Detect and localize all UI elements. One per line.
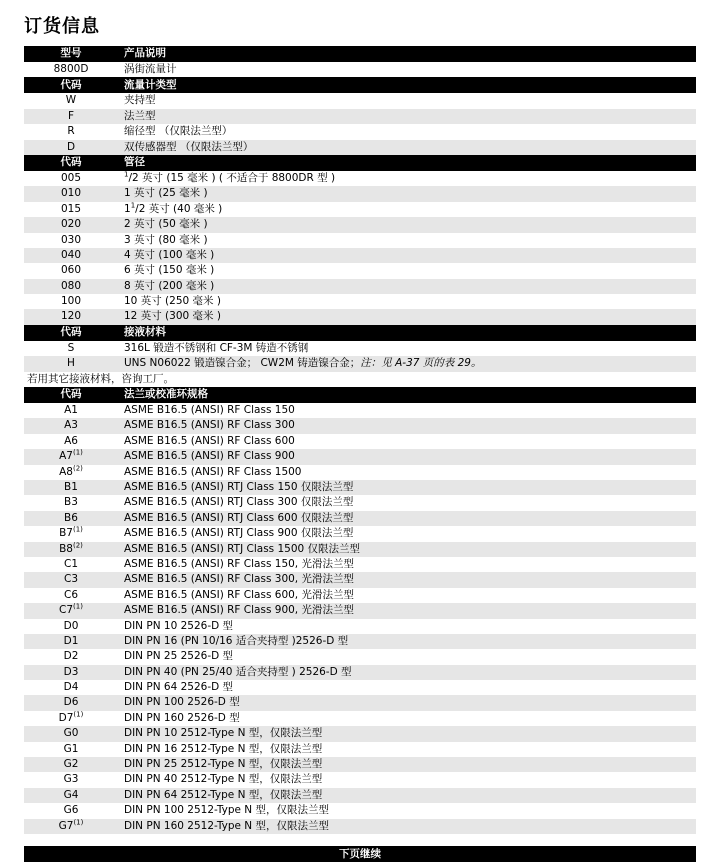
table-row — [24, 480, 696, 495]
row-desc: ASME B16.5 (ANSI) RF Class 900, 光滑法兰型 — [124, 604, 354, 617]
row-code-text: B6 — [64, 511, 78, 524]
row-code: 015 — [60, 202, 82, 215]
row-code-text: B3 — [64, 496, 78, 509]
row-code: 020 — [60, 218, 82, 231]
row-desc: ASME B16.5 (ANSI) RTJ Class 300 仅限法兰型 — [124, 496, 354, 509]
table-row — [24, 772, 696, 787]
row-desc-text: /2 英寸 (15 毫米 ) ( 不适合于 8800DR 型 ) — [128, 171, 336, 184]
row-desc: ASME B16.5 (ANSI) RF Class 150, 光滑法兰型 — [124, 557, 354, 570]
row-code — [24, 418, 118, 433]
row-desc: ASME B16.5 (ANSI) RTJ Class 1500 仅限法兰型 — [124, 542, 361, 555]
header-desc: 管径 — [124, 156, 145, 169]
row-code — [24, 434, 118, 449]
table-row — [24, 93, 696, 108]
row-code — [24, 649, 118, 664]
row-desc: ASME B16.5 (ANSI) RTJ Class 150 仅限法兰型 — [124, 480, 354, 493]
row-code — [24, 757, 118, 772]
row-code-text: G3 — [63, 773, 79, 786]
row-desc: 涡街流量计 — [124, 63, 177, 75]
row-code: S — [67, 341, 75, 354]
row-code — [24, 619, 118, 634]
fraction-numerator: 1 — [130, 201, 136, 210]
row-desc: DIN PN 64 2512-Type N 型，仅限法兰型 — [124, 788, 323, 801]
row-code-text: D4 — [63, 681, 79, 694]
row-code — [24, 465, 118, 480]
footnote-ref: (2) — [72, 464, 83, 473]
continued-banner: 下页继续 — [24, 846, 696, 862]
row-desc — [118, 356, 696, 371]
row-code-text: A7 — [59, 450, 73, 463]
row-desc: DIN PN 25 2512-Type N 型，仅限法兰型 — [124, 758, 323, 771]
row-code: W — [65, 94, 77, 107]
row-desc: 316L 锻造不锈钢和 CF-3M 铸造不锈钢 — [124, 341, 309, 354]
table-row — [24, 665, 696, 680]
row-code — [24, 495, 118, 510]
row-code-text: G2 — [63, 758, 79, 771]
row-code-text: A1 — [64, 404, 78, 417]
table-row — [24, 634, 696, 649]
table-row — [24, 418, 696, 433]
row-code: 080 — [60, 279, 82, 292]
row-code-text: G6 — [63, 804, 79, 817]
row-desc: 法兰型 — [124, 109, 156, 122]
footnote-ref: (1) — [72, 525, 83, 534]
table-row — [24, 649, 696, 664]
footnote-ref: (1) — [72, 448, 83, 457]
table-row — [24, 309, 696, 324]
table-row — [24, 263, 696, 278]
row-desc: DIN PN 160 2512-Type N 型，仅限法兰型 — [124, 819, 329, 832]
row-desc: 夹持型 — [124, 94, 156, 107]
row-code-text: B7 — [59, 527, 73, 540]
row-code-text: C3 — [63, 573, 78, 586]
header-code: 代码 — [60, 78, 82, 91]
table-row — [24, 403, 696, 418]
row-desc: 双传感器型 （仅限法兰型） — [124, 140, 254, 153]
row-code: 005 — [60, 171, 82, 184]
table-row — [24, 171, 696, 186]
table-row — [24, 757, 696, 772]
row-code-text: B8 — [59, 542, 73, 555]
row-desc: DIN PN 160 2526-D 型 — [124, 711, 240, 724]
footnote-ref: (2) — [72, 541, 83, 550]
table-row — [24, 248, 696, 263]
row-desc-text: UNS N06022 锻造镍合金； CW2M 铸造镍合金； — [124, 357, 361, 370]
row-desc: DIN PN 10 2512-Type N 型，仅限法兰型 — [124, 727, 323, 740]
row-code — [24, 634, 118, 649]
table-row — [24, 62, 696, 77]
table-row — [24, 526, 696, 541]
table-row — [24, 233, 696, 248]
row-desc-text: 12 英寸 (300 毫米 ) — [124, 310, 221, 323]
footnote-ref: (1) — [73, 602, 83, 611]
row-desc — [118, 309, 696, 324]
row-desc: ASME B16.5 (ANSI) RTJ Class 600 仅限法兰型 — [124, 511, 354, 524]
row-code-text: A3 — [64, 419, 78, 432]
footnote: 若用其它接液材料，咨询工厂。 — [27, 372, 174, 385]
section-header-model — [24, 46, 696, 62]
row-code: R — [67, 125, 75, 138]
row-code: F — [67, 109, 75, 122]
footnote-ref: (1) — [73, 710, 84, 719]
row-desc: 缩径型 （仅限法兰型） — [124, 125, 233, 138]
row-code — [24, 695, 118, 710]
table-row — [24, 186, 696, 201]
row-code — [24, 603, 118, 618]
row-desc: DIN PN 40 (PN 25/40 适合夹持型 ) 2526-D 型 — [124, 665, 352, 678]
footnote-ref: (1) — [73, 818, 84, 827]
table-row — [24, 619, 696, 634]
table-row — [24, 294, 696, 309]
section-header-flange-rating — [24, 387, 696, 403]
section-header-line-size — [24, 155, 696, 171]
table-row — [24, 279, 696, 294]
row-desc: ASME B16.5 (ANSI) RF Class 1500 — [124, 465, 302, 478]
row-desc-text: 10 英寸 (250 毫米 ) — [124, 295, 221, 308]
table-row — [24, 695, 696, 710]
row-desc: ASME B16.5 (ANSI) RF Class 900 — [124, 450, 295, 463]
row-code — [24, 449, 118, 464]
header-code: 代码 — [60, 156, 82, 169]
order-info-table — [24, 46, 696, 834]
row-desc: ASME B16.5 (ANSI) RF Class 300 — [124, 419, 295, 432]
row-desc: DIN PN 16 (PN 10/16 适合夹持型 )2526-D 型 — [124, 634, 349, 647]
table-row — [24, 557, 696, 572]
row-desc-text: 1 英寸 (25 毫米 ) — [124, 187, 208, 200]
row-desc: ASME B16.5 (ANSI) RF Class 150 — [124, 404, 295, 417]
row-code — [24, 680, 118, 695]
row-desc — [118, 202, 696, 217]
row-desc-text: 8 英寸 (200 毫米 ) — [124, 279, 215, 292]
row-desc-text: 1 — [124, 202, 131, 215]
row-code: 120 — [60, 310, 82, 323]
table-row — [24, 217, 696, 232]
row-code: 8800D — [53, 63, 89, 75]
page-title: 订货信息 — [24, 16, 100, 37]
row-code — [24, 480, 118, 495]
table-row — [24, 356, 696, 371]
row-desc: ASME B16.5 (ANSI) RF Class 600, 光滑法兰型 — [124, 588, 354, 601]
row-code-text: D2 — [63, 650, 79, 663]
row-code — [24, 788, 118, 803]
row-desc-text: 6 英寸 (150 毫米 ) — [124, 264, 215, 277]
row-code — [24, 526, 118, 541]
table-row — [24, 572, 696, 587]
row-desc-text: /2 英寸 (40 毫米 ) — [135, 202, 223, 215]
row-code-text: D1 — [63, 634, 79, 647]
table-row — [24, 742, 696, 757]
table-row — [24, 109, 696, 124]
table-row — [24, 603, 696, 618]
row-code-text: C6 — [63, 588, 78, 601]
row-code — [24, 557, 118, 572]
table-row — [24, 588, 696, 603]
section-header-meter-type — [24, 77, 696, 93]
row-code — [24, 588, 118, 603]
table-row — [24, 726, 696, 741]
row-code: D — [66, 140, 76, 153]
table-row — [24, 341, 696, 356]
table-row — [24, 711, 696, 726]
row-code — [24, 726, 118, 741]
row-code: 060 — [60, 264, 82, 277]
row-desc: DIN PN 100 2526-D 型 — [124, 696, 240, 709]
row-code — [24, 403, 118, 418]
row-code: 040 — [60, 248, 82, 261]
row-desc: DIN PN 40 2512-Type N 型，仅限法兰型 — [124, 773, 323, 786]
row-code — [24, 803, 118, 818]
section-header-wetted-material — [24, 325, 696, 341]
row-desc — [118, 279, 696, 294]
header-desc: 法兰或校准环规格 — [124, 388, 208, 401]
row-note: 注：见 A-37 页的表 29。 — [360, 357, 482, 370]
row-code — [24, 772, 118, 787]
row-code-text: D3 — [63, 665, 79, 678]
row-desc — [118, 233, 696, 248]
row-desc-text: 3 英寸 (80 毫米 ) — [124, 233, 208, 246]
table-row — [24, 542, 696, 557]
row-code: H — [67, 357, 75, 370]
table-row — [24, 819, 696, 834]
table-row — [24, 495, 696, 510]
row-desc — [118, 186, 696, 201]
table-row — [24, 140, 696, 155]
header-desc: 流量计类型 — [124, 78, 177, 91]
row-code-text: G7 — [58, 819, 74, 832]
row-code — [24, 542, 118, 557]
row-code-text: B1 — [64, 480, 78, 493]
fraction-numerator: 1 — [124, 170, 129, 179]
row-code-text: D0 — [63, 619, 79, 632]
row-code — [24, 511, 118, 526]
table-row — [24, 449, 696, 464]
row-desc — [118, 248, 696, 263]
table-row — [24, 434, 696, 449]
table-row — [24, 511, 696, 526]
row-code-text: C7 — [59, 604, 74, 617]
row-desc — [118, 294, 696, 309]
row-code-text: A8 — [59, 465, 73, 478]
header-code: 型号 — [60, 47, 82, 60]
row-code — [24, 711, 118, 726]
row-desc: ASME B16.5 (ANSI) RTJ Class 900 仅限法兰型 — [124, 527, 354, 540]
row-desc — [118, 171, 696, 186]
row-code — [24, 572, 118, 587]
row-code — [24, 819, 118, 834]
row-desc-text: 2 英寸 (50 毫米 ) — [124, 218, 208, 231]
row-desc-text: 4 英寸 (100 毫米 ) — [124, 248, 215, 261]
table-row — [24, 202, 696, 217]
row-code-text: G1 — [63, 742, 79, 755]
row-desc: DIN PN 10 2526-D 型 — [124, 619, 234, 632]
row-code: 100 — [60, 295, 82, 308]
row-code: 010 — [60, 187, 82, 200]
table-row — [24, 124, 696, 139]
table-row — [24, 680, 696, 695]
header-desc: 接液材料 — [124, 326, 166, 339]
header-desc: 产品说明 — [124, 47, 166, 60]
row-desc — [118, 217, 696, 232]
header-code: 代码 — [60, 326, 82, 339]
row-code-text: A6 — [64, 434, 78, 447]
row-desc — [118, 263, 696, 278]
row-desc: DIN PN 64 2526-D 型 — [124, 681, 234, 694]
row-code — [24, 665, 118, 680]
row-desc: DIN PN 25 2526-D 型 — [124, 650, 234, 663]
row-code-text: D7 — [58, 711, 74, 724]
row-desc: DIN PN 16 2512-Type N 型，仅限法兰型 — [124, 742, 323, 755]
row-code — [24, 742, 118, 757]
header-code: 代码 — [60, 388, 82, 401]
row-desc: ASME B16.5 (ANSI) RF Class 600 — [124, 434, 295, 447]
table-row — [24, 803, 696, 818]
row-code-text: D6 — [63, 696, 79, 709]
row-code-text: G0 — [63, 727, 79, 740]
row-code-text: C1 — [63, 557, 78, 570]
row-code-text: G4 — [63, 788, 79, 801]
table-row — [24, 788, 696, 803]
table-row — [24, 465, 696, 480]
row-desc: ASME B16.5 (ANSI) RF Class 300, 光滑法兰型 — [124, 573, 354, 586]
row-desc: DIN PN 100 2512-Type N 型，仅限法兰型 — [124, 804, 329, 817]
row-code: 030 — [60, 233, 82, 246]
